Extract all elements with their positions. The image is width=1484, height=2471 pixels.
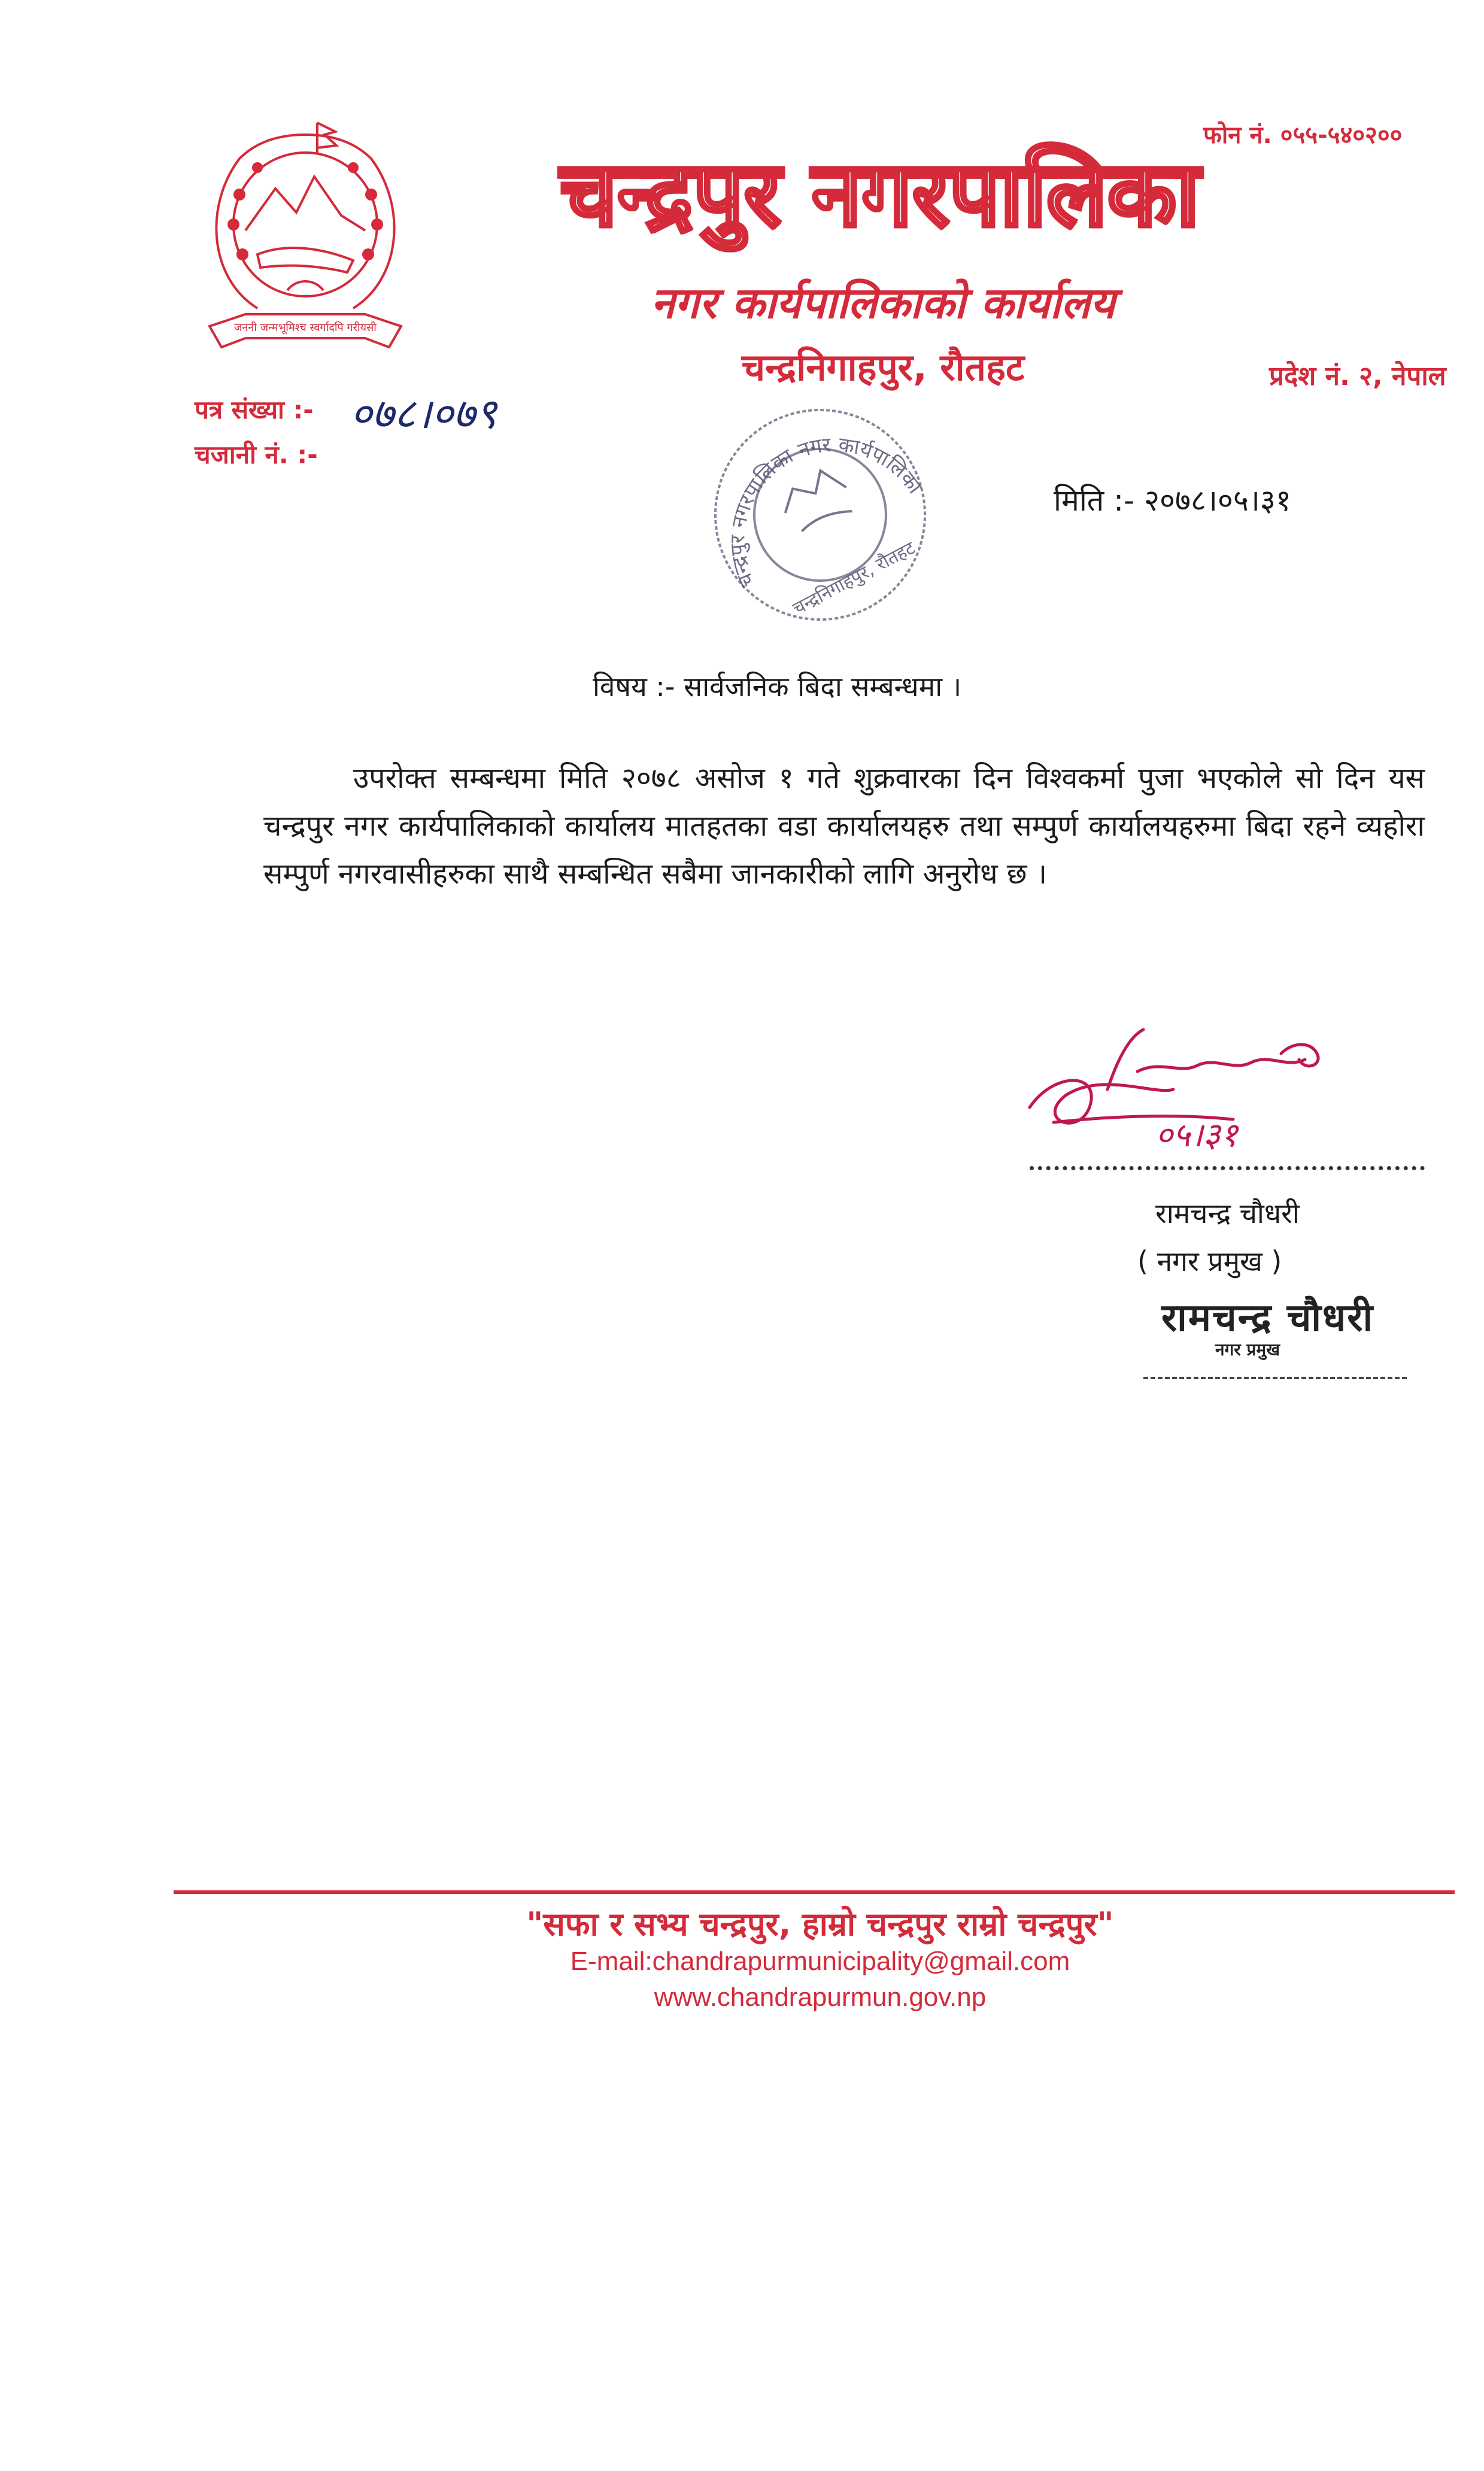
letter-body: उपरोक्त सम्बन्धमा मिति २०७८ असोज १ गते शुक्रवारका दिन विश्वकर्मा पुजा भएकोले सो दिन यस चन्द्रपुर नगर कार्यपालिकाको कार्यालय मातहतका वडा कार्यालयहरु तथा सम्पुर्ण कार्यालयहरुमा बिदा रहने व्यहोरा सम्पुर्ण नगरवासीहरुका साथै सम्बन्धित सबैमा जानकारीको लागि अनुरोध छ ।	[263, 761, 1425, 891]
name-stamp-underline	[1143, 1377, 1407, 1379]
office-location: चन्द्रनिगाहपुर, रौतहट	[741, 345, 1025, 389]
signature-date: ०५।३१	[1155, 1116, 1238, 1155]
footer-website: www.chandrapurmun.gov.np	[654, 1983, 987, 2012]
phone-number: फोन नं. ०५५-५४०२००	[1203, 122, 1403, 149]
name-stamp-title: नगर प्रमुख	[1215, 1340, 1280, 1359]
office-title: नगर कार्यपालिकाको कार्यालय	[651, 278, 1115, 328]
footer-email: E-mail:chandrapurmunicipality@gmail.com	[570, 1947, 1070, 1976]
letter-number-label: पत्र संख्या :-	[195, 395, 314, 424]
municipality-title: चन्द्रपुर नगरपालिका	[560, 142, 1200, 247]
signature-line	[1030, 1166, 1425, 1170]
name-stamp: रामचन्द्र चौधरी	[1161, 1296, 1374, 1340]
emblem-caption: जननी जन्मभूमिश्च स्वर्गादपि गरीयसी	[234, 321, 377, 334]
province-label: प्रदेश नं. २, नेपाल	[1269, 361, 1446, 391]
office-stamp	[676, 389, 964, 640]
letter-subject: विषय :- सार्वजनिक बिदा सम्बन्धमा ।	[593, 670, 962, 703]
nepal-emblem-icon	[186, 111, 425, 368]
footer-divider	[174, 1890, 1455, 1894]
svg-text:चन्द्रपुर नगरपालिका नगर कार्यप	[676, 389, 930, 614]
dispatch-number-label: चजानी नं. :-	[195, 440, 318, 469]
handwritten-signature	[1018, 1018, 1353, 1167]
letter-number-value: ०७८।०७९	[350, 389, 497, 438]
letter-date: मिति :- २०७८।०५।३१	[1054, 483, 1291, 518]
footer-slogan: "सफा र सभ्य चन्द्रपुर, हाम्रो चन्द्रपुर राम्रो चन्द्रपुर"	[526, 1905, 1114, 1943]
stamp-inner-text: चन्द्रनिगाहपुर, रौतहट	[789, 537, 919, 620]
stamp-ring-text: चन्द्रपुर नगरपालिका नगर कार्यपालिकाको	[726, 432, 927, 591]
signatory-name: रामचन्द्र चौधरी	[1155, 1197, 1300, 1230]
signatory-title: ( नगर प्रमुख )	[1137, 1245, 1282, 1277]
